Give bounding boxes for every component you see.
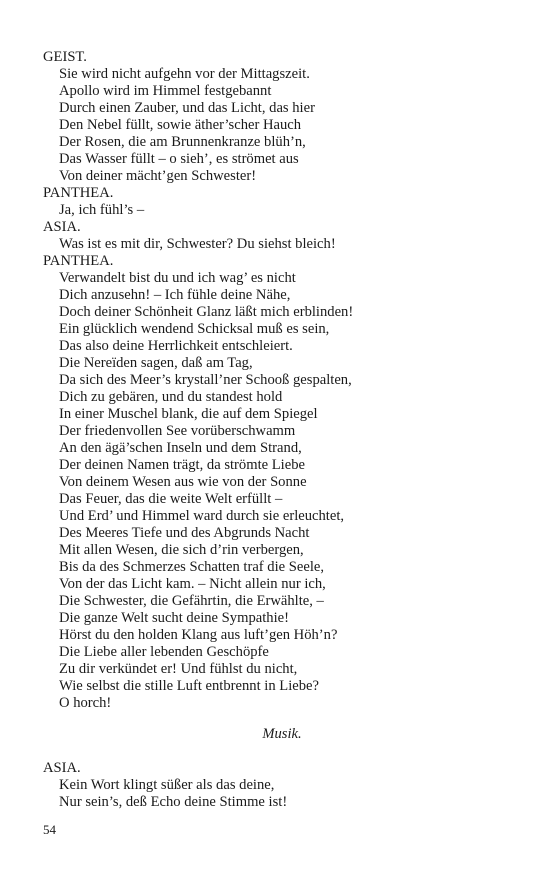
speaker-panthea: PANTHEA.	[43, 185, 114, 201]
verse-line: In einer Muschel blank, die auf dem Spiegel	[59, 406, 318, 422]
verse-line: Ein glücklich wendend Schicksal muß es sein,	[59, 321, 330, 337]
speaker-panthea: PANTHEA.	[43, 253, 114, 269]
verse-line: Die ganze Welt sucht deine Sympathie!	[59, 610, 289, 626]
stage-direction: Musik.	[262, 726, 302, 742]
verse-line: Dich zu gebären, und du standest hold	[59, 389, 283, 405]
verse-line: Apollo wird im Himmel festgebannt	[59, 83, 272, 99]
verse-line: Nur sein’s, deß Echo deine Stimme ist!	[59, 794, 288, 810]
verse-block-panthea	[43, 270, 513, 712]
verse-line: Verwandelt bist du und ich wag’ es nicht	[59, 270, 296, 286]
verse-line: O horch!	[59, 695, 112, 711]
speaker-asia: ASIA.	[43, 760, 81, 776]
verse-line: Und Erd’ und Himmel ward durch sie erleuchtet,	[59, 508, 345, 524]
verse-line: Des Meeres Tiefe und des Abgrunds Nacht	[59, 525, 310, 541]
verse-line: Von der das Licht kam. – Nicht allein nur ich,	[59, 576, 326, 592]
verse-line: Kein Wort klingt süßer als das deine,	[59, 777, 275, 793]
verse-line: Der friedenvollen See vorüberschwamm	[59, 423, 296, 439]
verse-line: Der deinen Namen trägt, da strömte Liebe	[59, 457, 305, 473]
verse-block-asia	[43, 777, 513, 811]
speaker-asia: ASIA.	[43, 219, 81, 235]
verse-line: Wie selbst die stille Luft entbrennt in Liebe?	[59, 678, 319, 694]
verse-line: Ja, ich fühl’s –	[59, 202, 145, 218]
verse-line: Der Rosen, die am Brunnenkranze blüh’n,	[59, 134, 306, 150]
verse-line: Hörst du den holden Klang aus luft’gen Höh’n?	[59, 627, 338, 643]
verse-line: Die Schwester, die Gefährtin, die Erwählte, –	[59, 593, 324, 609]
verse-line: Zu dir verkündet er! Und fühlst du nicht,	[59, 661, 298, 677]
verse-line: Den Nebel füllt, sowie äther’scher Hauch	[59, 117, 302, 133]
verse-line: Mit allen Wesen, die sich d’rin verbergen,	[59, 542, 304, 558]
verse-line: Von deiner mächt’gen Schwester!	[59, 168, 257, 184]
speaker-geist: GEIST.	[43, 49, 87, 65]
verse-line: Das also deine Herrlichkeit entschleiert.	[59, 338, 293, 354]
page-content	[43, 49, 513, 811]
verse-line: Sie wird nicht aufgehn vor der Mittagszeit.	[59, 66, 310, 82]
verse-line: Die Nereïden sagen, daß am Tag,	[59, 355, 253, 371]
verse-line: Doch deiner Schönheit Glanz läßt mich erblinden!	[59, 304, 354, 320]
page-number: 54	[43, 822, 56, 837]
verse-line: Durch einen Zauber, und das Licht, das hier	[59, 100, 315, 116]
verse-line: Das Wasser füllt – o sieh’, es strömet aus	[59, 151, 299, 167]
verse-line: An den ägä’schen Inseln und dem Strand,	[59, 440, 302, 456]
verse-line: Von deinem Wesen aus wie von der Sonne	[59, 474, 307, 490]
verse-line: Dich anzusehn! – Ich fühle deine Nähe,	[59, 287, 291, 303]
verse-line: Bis da des Schmerzes Schatten traf die Seele,	[59, 559, 325, 575]
verse-line: Da sich des Meer’s krystall’ner Schooß gespalten,	[59, 372, 352, 388]
verse-line: Die Liebe aller lebenden Geschöpfe	[59, 644, 269, 660]
verse-block-geist	[43, 66, 513, 185]
verse-line: Was ist es mit dir, Schwester? Du siehst bleich!	[59, 236, 336, 252]
verse-line: Das Feuer, das die weite Welt erfüllt –	[59, 491, 283, 507]
